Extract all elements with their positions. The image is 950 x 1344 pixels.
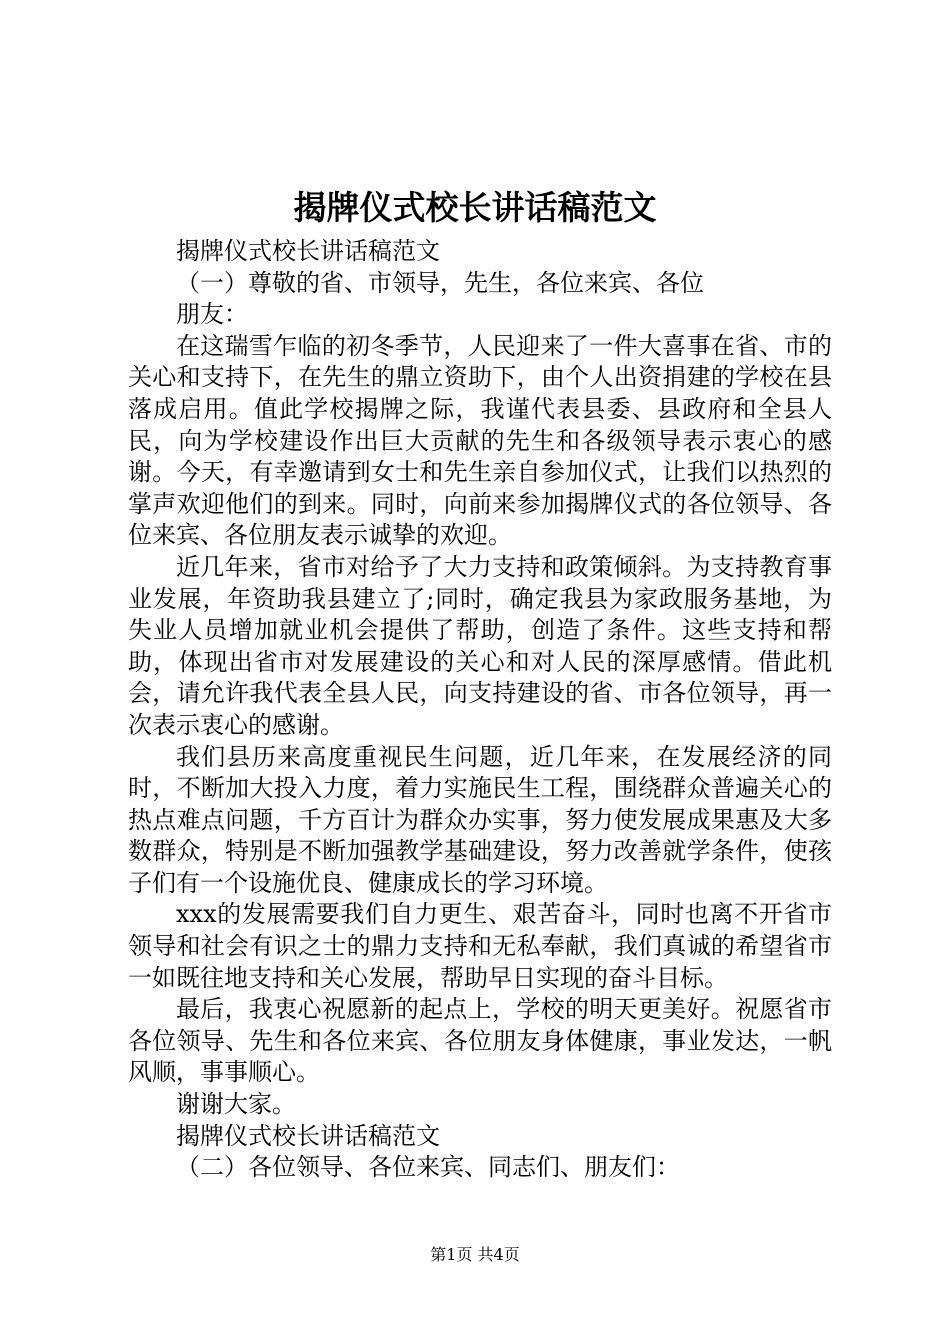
paragraph: 揭牌仪式校长讲话稿范文 (176, 237, 440, 265)
paragraph: 谢谢大家。 (176, 1090, 296, 1119)
paragraph: 揭牌仪式校长讲话稿范文 (176, 1121, 440, 1150)
paragraph: xxx的发展需要我们自力更生、艰苦奋斗，同时也离不开省市领导和社会有识之士的鼎力支持和无私奉献，我们真诚的希望省市一如既往地支持和关心发展，帮助早日实现的奋斗目标。 (128, 900, 832, 992)
paragraph: （二）各位领导、各位来宾、同志们、朋友们： (176, 1153, 680, 1182)
paragraph: 最后，我衷心祝愿新的起点上，学校的明天更美好。祝愿省市各位领导、先生和各位来宾、各位朋友身体健康，事业发达，一帆风顺，事事顺心。 (128, 995, 832, 1087)
paragraph: 在这瑞雪乍临的初冬季节，人民迎来了一件大喜事在省、市的关心和支持下，在先生的鼎立资助下，由个人出资捐建的学校在县落成启用。值此学校揭牌之际，我谨代表县委、县政府和全县人民，向为学校建设作出巨大贡献的先生和各级领导表示衷心的感谢。今天，有幸邀请到女士和先生亲自参加仪式，让我们以热烈的掌声欢迎他们的到来。同时，向前来参加揭牌仪式的各位领导、各位来宾、各位朋友表示诚挚的欢迎。 (128, 331, 832, 550)
page-footer: 第1页 共4页 (430, 1245, 520, 1264)
paragraph: 我们县历来高度重视民生问题，近几年来，在发展经济的同时，不断加大投入力度，着力实施民生工程，围绕群众普遍关心的热点难点问题，千方百计为群众办实事，努力使发展成果惠及大多数群众，特别是不断加强教学基础建设，努力改善就学条件，使孩子们有一个设施优良、健康成长的学习环境。 (128, 742, 832, 897)
paragraph: 朋友： (176, 300, 248, 329)
paragraph: （一）尊敬的省、市领导，先生，各位来宾、各位 (176, 268, 704, 297)
document-title: 揭牌仪式校长讲话稿范文 (293, 188, 657, 227)
paragraph: 近几年来，省市对给予了大力支持和政策倾斜。为支持教育事业发展，年资助我县建立了;同时，确定我县为家政服务基地，为失业人员增加就业机会提供了帮助，创造了条件。这些支持和帮助，体现出省市对发展建设的关心和对人民的深厚感情。借此机会，请允许我代表全县人民，向支持建设的省、市各位领导，再一次表示衷心的感谢。 (128, 552, 832, 739)
document-body (128, 236, 832, 1184)
